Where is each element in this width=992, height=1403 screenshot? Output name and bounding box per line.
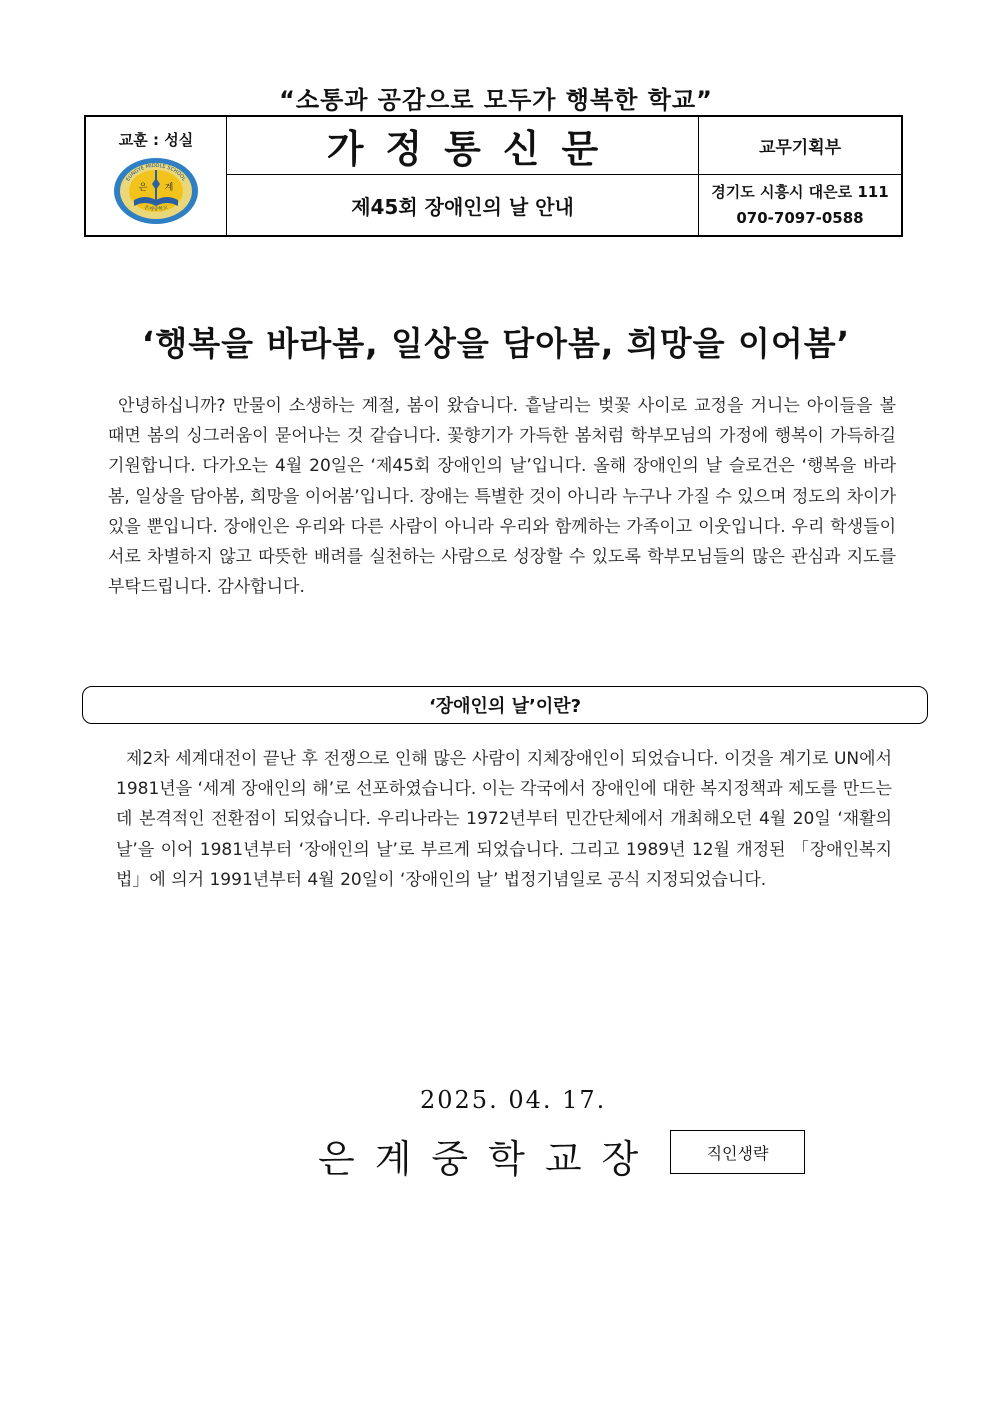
school-motto-banner: “소통과 공감으로 모두가 행복한 학교” bbox=[279, 86, 713, 114]
emblem-text-right: 계 bbox=[164, 183, 174, 193]
history-paragraph-text: 제2차 세계대전이 끝난 후 전쟁으로 인해 많은 사람이 지체장애인이 되었습니다. 이것을 계기로 UN에서 1981년을 ‘세계 장애인의 해’로 선포하였습니다. 이는 각국에서 장애인에 대한 복지정책과 제도를 만드는 데 본격적인 전환점이 되었습니다. 우리나라는 1972년부터 민간단체에서 개최해오던 4월 20일 ‘재활의 날’을 이어 1981년부터 ‘장애인의 날’로 부르게 되었습니다. 그리고 1989년 12월 개정된 「장애인복지법」에 의거 1991년부터 4월 20일이 ‘장애인의 날’ 법정기념일로 공식 지정되었습니다. bbox=[116, 749, 892, 890]
contact-info bbox=[699, 175, 901, 235]
newsletter-subtitle: 제45회 장애인의 날 안내 bbox=[227, 175, 699, 235]
school-motto-label: 교훈 : 성실 bbox=[118, 131, 194, 149]
department-label: 교무기획부 bbox=[699, 117, 901, 175]
school-phone: 070-7097-0588 bbox=[736, 209, 864, 227]
event-slogan: ‘행복을 바라봄, 일상을 담아봄, 희망을 이어봄’ bbox=[141, 324, 851, 363]
issue-date: 2025. 04. 17. bbox=[420, 1086, 607, 1114]
school-address: 경기도 시흥시 대은로 111 bbox=[711, 183, 889, 201]
emblem-ring-bottom: 은계중학교 bbox=[143, 204, 169, 213]
seal-omitted-box: 직인생략 bbox=[670, 1130, 805, 1174]
intro-paragraph-text: 안녕하십니까? 만물이 소생하는 계절, 봄이 왔습니다. 흩날리는 벚꽃 사이로 교정을 거니는 아이들을 볼 때면 봄의 싱그러움이 묻어나는 것 같습니다. 꽃향기가 가득한 봄처럼 학부모님의 가정에 행복이 가득하길 기원합니다. 다가오는 4월 20일은 ‘제45회 장애인의 날’입니다. 올해 장애인의 날 슬로건은 ‘행복을 바라봄, 일상을 담아봄, 희망을 이어봄’입니다. 장애는 특별한 것이 아니라 누구나 가질 수 있으며 정도의 차이가 있을 뿐입니다. 장애인은 우리와 다른 사람이 아니라 우리와 함께하는 가족이고 이웃입니다. 우리 학생들이 서로 차별하지 않고 따뜻한 배려를 실천하는 사람으로 성장할 수 있도록 학부모님들의 많은 관심과 지도를 부탁드립니다. 감사합니다. bbox=[108, 396, 896, 598]
emblem-ring-top: EUNGYE MIDDLE SCHOOL bbox=[125, 162, 187, 183]
logo-cell bbox=[86, 117, 227, 235]
section-heading: ‘장애인의 날’이란? bbox=[82, 686, 928, 724]
history-paragraph bbox=[116, 744, 892, 895]
school-emblem-icon bbox=[112, 156, 200, 226]
principal-signature: 은계중학교장 bbox=[318, 1137, 659, 1181]
emblem-text-left: 은 bbox=[138, 183, 148, 193]
newsletter-title: 가정통신문 bbox=[227, 117, 699, 175]
intro-paragraph bbox=[108, 391, 896, 602]
newsletter-header bbox=[84, 115, 903, 237]
